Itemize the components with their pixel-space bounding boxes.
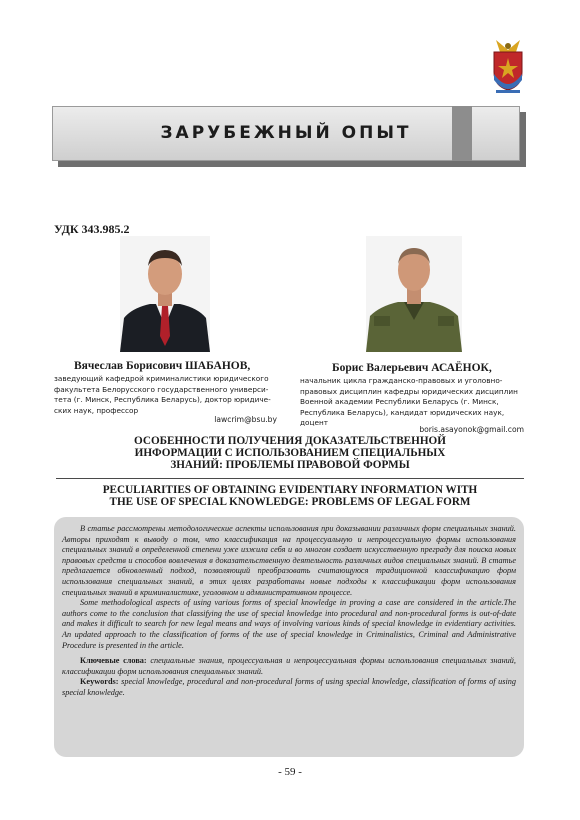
author-photo-icon — [120, 236, 210, 352]
section-banner-tab — [452, 106, 472, 161]
page-number: - 59 - — [278, 766, 302, 778]
title-ru-line: ЗНАНИЙ: ПРОБЛЕМЫ ПРАВОВОЙ ФОРМЫ — [170, 458, 410, 471]
author-desc-1-line: заведующий кафедрой криминалистики юридического — [54, 374, 269, 383]
abstract-en: Some methodological aspects of using various forms of special knowledge in proving a case are considered in the article.The authors come to the conclusion that classifying the use of special knowledge into procedural and non-procedural forms is out-of-date and makes it difficult to search for new legal means and ways of involving various kinds of special knowledge in evidentiary activities. An updated approach to the classification of forms of the use of special knowledge in Criminalistics, Criminal and Administrative Procedure is presented in the article. — [62, 598, 516, 650]
emblem-icon — [490, 36, 526, 96]
title-ru-line: ОСОБЕННОСТИ ПОЛУЧЕНИЯ ДОКАЗАТЕЛЬСТВЕННОЙ — [134, 435, 446, 447]
author-name-2: Борис Валерьевич АСАЁНОК, — [332, 362, 492, 374]
author-desc-1-line: тета (г. Минск, Республика Беларусь), доктор юридиче- — [54, 395, 271, 405]
section-title: ЗАРУБЕЖНЫЙ ОПЫТ — [160, 123, 412, 143]
keywords-ru-text: специальные знания, процессуальная и непроцессуальная формы использования специальных знаний, классификации форм использования специальных знаний. — [62, 656, 516, 676]
title-en — [60, 485, 520, 509]
title-divider — [56, 478, 524, 479]
author-email-2[interactable]: boris.asayonok@gmail.com — [419, 425, 524, 434]
keywords-en — [62, 677, 516, 698]
section-banner — [52, 106, 520, 161]
keywords-en-text: special knowledge, procedural and non-procedural forms of using special knowledge, classification of forms of using special knowledge. — [62, 677, 516, 697]
title-en-line: THE USE OF SPECIAL KNOWLEDGE: PROBLEMS OF LEGAL FORM — [109, 495, 471, 508]
author-desc-1 — [54, 374, 280, 416]
author-photo-icon — [366, 236, 462, 352]
title-ru-line: ИНФОРМАЦИИ С ИСПОЛЬЗОВАНИЕМ СПЕЦИАЛЬНЫХ — [134, 446, 446, 459]
author-desc-2-line: правовых дисциплин кафедры юридических дисциплин — [300, 386, 518, 396]
author-desc-2 — [300, 376, 526, 429]
title-ru — [60, 436, 520, 471]
author-photo-shabanov — [120, 236, 210, 352]
author-email-1[interactable]: lawcrim@bsu.by — [214, 415, 277, 424]
keywords-ru — [62, 656, 516, 677]
keywords-ru-label: Ключевые слова: — [80, 656, 147, 666]
author-desc-2-line: Республика Беларусь), кандидат юридических наук, — [300, 407, 505, 417]
author-photo-asayonok — [366, 236, 462, 352]
title-en-line: PECULIARITIES OF OBTAINING EVIDENTIARY INFORMATION WITH — [102, 484, 478, 496]
udk-code: УДК 343.985.2 — [54, 222, 130, 236]
abstract-box — [54, 517, 524, 757]
author-name-1: Вячеслав Борисович ШАБАНОВ, — [74, 360, 251, 372]
author-desc-1-line: ских наук, профессор — [54, 405, 139, 415]
author-desc-2-line: доцент — [300, 418, 328, 428]
keywords-en-label: Keywords: — [80, 677, 119, 687]
author-desc-1-line: факультета Белорусского государственного универси- — [54, 384, 269, 394]
author-desc-2-line: Военной академии Республики Беларусь (г. Минск, — [300, 397, 499, 407]
author-desc-2-line: начальник цикла гражданско-правовых и уголовно- — [300, 376, 503, 385]
abstract-ru: В статье рассмотрены методологические аспекты использования при доказывании различных форм специальных знаний. Авторы приходят к выводу о том, что классификация на процессуальную и непроцессуальную формы использования специальных знаний в определенной степени уже изжила себя и во многом создает искусственную преграду для поиска новых правовых средств и способов вовлечения в доказательственную деятельность различных видов специальных знаний. В статье предлагается обновленный подход, позволяющий преобразовать считающуюся традиционной классификацию форм использования специальных знаний, в этих целях разработаны новые подходы к классификации форм использования специальных знаний в криминалистике, уголовном и административном процессе. — [62, 524, 516, 597]
